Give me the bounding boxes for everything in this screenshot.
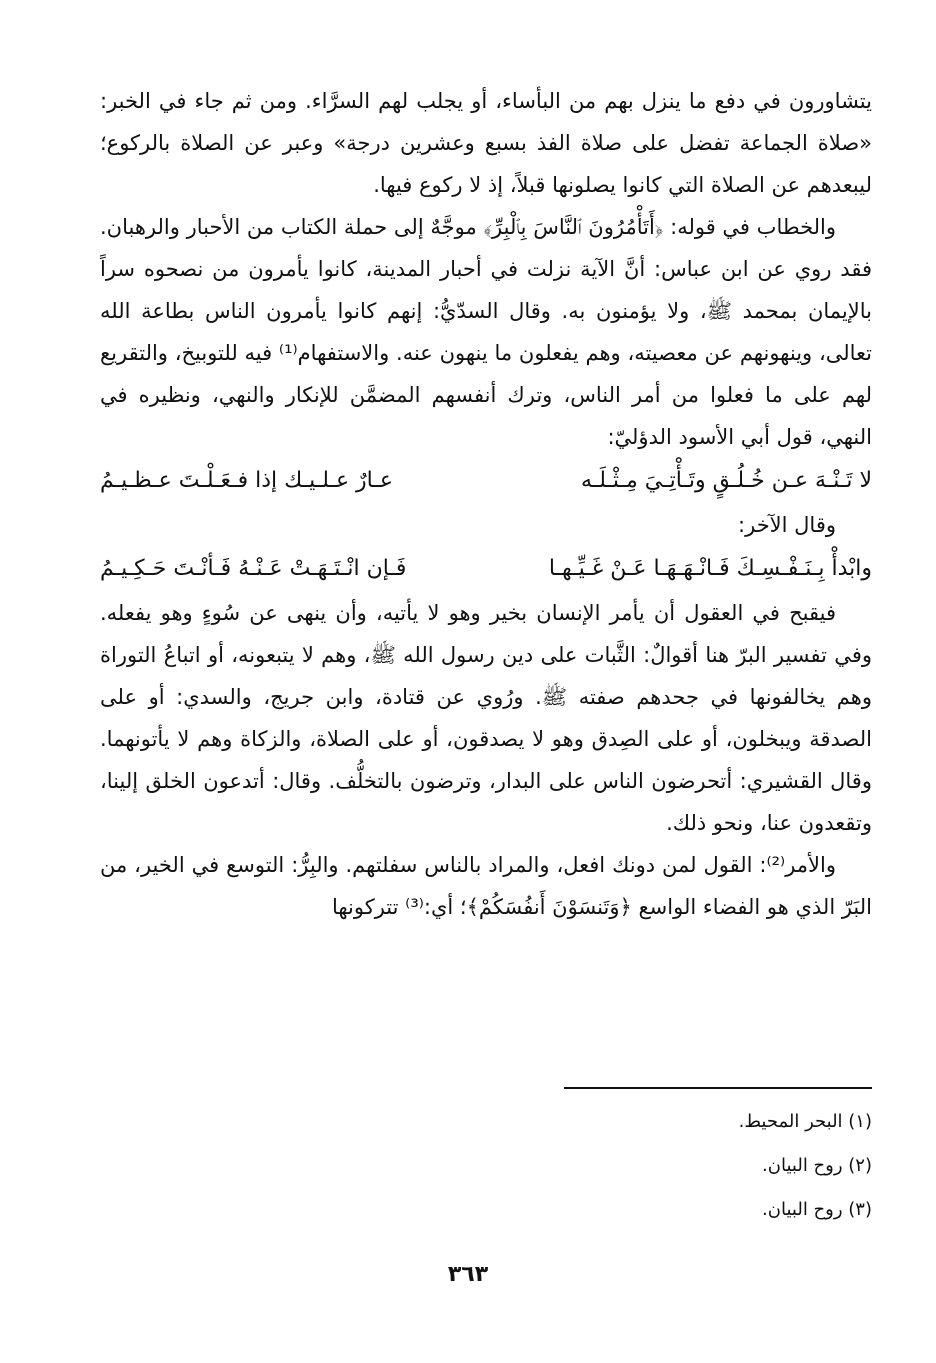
paragraph-4: والأمر⁽²⁾: القول لمن دونك افعل، والمراد بالناس سفلتهم. والبِرُّ: التوسع في الخير، من البَرّ الذي هو الفضاء الواسع ﴿وَتَنسَوْنَ أَنفُسَكُمْ﴾؛ أي:⁽³⁾ تتركونها	[100, 853, 872, 919]
footnote-divider	[564, 1087, 872, 1089]
verse-2-second-hemistich: فَـإن انْـتَـهَـتْ عَـنْـهُ فَـأنْـتَ حَـكِـيـمُ	[100, 556, 407, 581]
verse-1-second-hemistich: عـارٌ عـلـيـك إذا فـعَـلْـتَ عـظـيـمُ	[100, 468, 393, 493]
verse-1-first-hemistich: لا تَـنْـهَ عـن خُـلُـقٍ وتَـأْتِـيَ مِـثْـلَـه	[580, 468, 872, 493]
verse-2-first-hemistich: وابْدأْ بِـنَـفْـسِـكَ فَـانْـهَـهَـا عَـنْ غَـيِّـهـا	[548, 556, 872, 581]
footnote-2: (٢) روح البيان.	[762, 1155, 872, 1176]
page-body	[100, 80, 872, 928]
verse-intro: وقال الآخر:	[738, 513, 836, 537]
paragraph-2: والخطاب في قوله: ﴿أَتَأْمُرُونَ ٱلنَّاسَ بِٱلْبِرِّ﴾ موجَّهٌ إلى حملة الكتاب من الأحبار والرهبان. فقد روي عن ابن عباس: أنَّ الآية نزلت في أحبار المدينة، كانوا يأمرون من نصحوه سراً بالإيمان بمحمد ﷺ، ولا يؤمنون به. وقال السدّيُّ: إنهم كانوا يأمرون الناس بطاعة الله تعالى، وينهونهم عن معصيته، وهم يفعلون ما ينهون عنه. والاستفهام⁽¹⁾ فيه للتوبيخ، والتقريع لهم على ما فعلوا من أمر الناس، وترك أنفسهم المضمَّن للإنكار والنهي، ونظيره في النهي، قول أبي الأسود الدؤليّ:	[100, 215, 872, 449]
footnotes-list	[272, 1100, 872, 1232]
verse-line-1	[100, 458, 872, 504]
paragraph-3: فيقبح في العقول أن يأمر الإنسان بخير وهو لا يأتيه، وأن ينهى عن سُوءٍ وهو يفعله. وفي تفسير البرّ هنا أقوالٌ: الثَّبات على دين رسول الله ﷺ، وهم لا يتبعونه، أو اتباعُ التوراة وهم يخالفونها في جحدهم صفته ﷺ. ورُوي عن قتادة، وابن جريج، والسدي: أو على الصدقة ويبخلون، أو على الصِدق وهو لا يصدقون، أو على الصلاة، والزكاة وهم لا يأتونهما. وقال القشيري: أتحرضون الناس على البدار، وترضون بالتخلُّف. وقال: أتدعون الخلق إلينا، وتقعدون عنا، ونحو ذلك.	[100, 601, 872, 835]
verse-line-2	[100, 546, 872, 592]
footnote-1: (١) البحر المحيط.	[738, 1111, 872, 1132]
footnote-3: (٣) روح البيان.	[762, 1199, 872, 1220]
paragraph-1: يتشاورون في دفع ما ينزل بهم من البأساء، أو يجلب لهم السرَّاء. ومن ثم جاء في الخبر: «صلاة الجماعة تفضل على صلاة الفذ بسبع وعشرين درجة» وعبر عن الصلاة بالركوع؛ ليبعدهم عن الصلاة التي كانوا يصلونها قبلاً، إذ لا ركوع فيها.	[100, 89, 872, 197]
page-number: ٣٦٣	[447, 1262, 489, 1287]
